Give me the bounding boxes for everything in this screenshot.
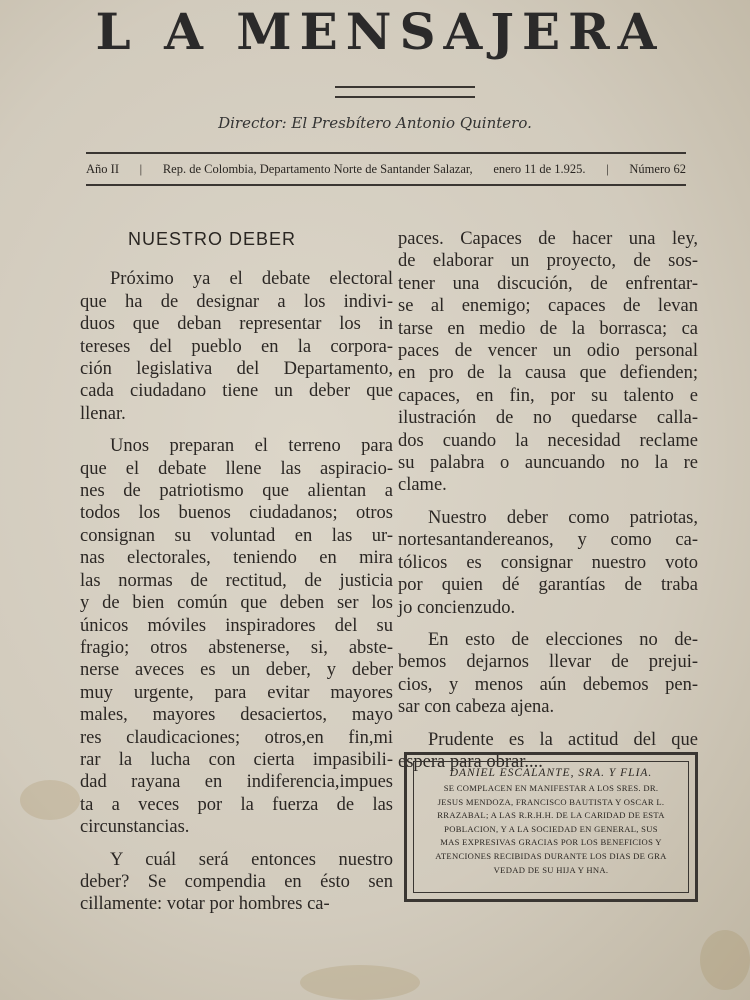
article-column-2 (398, 228, 698, 773)
paper-stain (700, 930, 750, 990)
article-line: cada ciudadano tiene un deber que (80, 381, 393, 402)
article-line: deber? Se compendia en ésto sen (80, 871, 393, 892)
issue-place: Rep. de Colombia, Departamento Norte de Santander Salazar, (162, 161, 473, 176)
newspaper-title: L A MENSAJERA (95, 2, 665, 61)
article-line: ta a veces por la fuerza de las (80, 794, 393, 815)
article-line: circunstancias. (80, 817, 190, 838)
article-line: clame. (398, 475, 447, 496)
issue-number: Número 62 (629, 161, 686, 176)
notice-title: DANIEL ESCALANTE, SRA. Y FLIA. (449, 767, 653, 779)
paragraph-gap (80, 839, 393, 849)
article-line: de elaborar un proyecto, de sos- (398, 251, 698, 272)
separator: | (606, 161, 609, 176)
article-line: tólicos es consignar nuestro voto (398, 552, 698, 573)
article-line: Y cuál será entonces nuestro (110, 849, 393, 870)
paragraph-gap (398, 719, 698, 729)
article-line: consignan su voluntad en las ur- (80, 525, 393, 546)
article-line: su palabra o auncuando no la re (398, 453, 698, 474)
issue-info-bar (86, 152, 686, 186)
title-ornament (335, 86, 475, 98)
article-line: todos los buenos ciudadanos; otros (80, 503, 393, 524)
paper-stain (20, 780, 80, 820)
article-line: ción legislativa del Departamento, (80, 359, 393, 380)
article-line: nortesantandereanos, y como ca- (398, 530, 698, 551)
article-line: sar con cabeza ajena. (398, 697, 555, 718)
article-line: nerse aveces es un deber, y deber (80, 660, 393, 681)
paragraph-gap (80, 425, 393, 435)
article-line: muy urgente, para evitar mayores (80, 682, 393, 703)
article-line: que ha de designar a los indivi- (80, 291, 393, 312)
paragraph-gap (398, 497, 698, 507)
article-line: En esto de elecciones no de- (428, 629, 698, 650)
article-line: jo concienzudo. (398, 597, 516, 618)
article-line: Próximo ya el debate electoral (110, 269, 393, 290)
article-line: capaces, en fin, por su talento e (398, 385, 698, 406)
article-line: paces de vencer un odio personal (398, 341, 698, 362)
article-line: dos cuando la necesidad reclame (398, 430, 698, 451)
article-line: Unos preparan el terreno para (110, 436, 393, 457)
article-heading: NUESTRO DEBER (128, 229, 297, 249)
article-line: rar la lucha con cierta impasibili- (80, 749, 393, 770)
article-line: únicos móviles inspiradores del su (80, 615, 393, 636)
article-line: res claudicaciones; otros,en fin,mi (80, 727, 393, 748)
article-line: ilustración de no quedarse calla- (398, 408, 698, 429)
article-line: males, mayores desaciertos, mayo (80, 705, 393, 726)
notice-body (420, 782, 682, 877)
notice-line: ATENCIONES RECIBIDAS DURANTE LOS DIAS DE GRA (435, 850, 667, 861)
article-line: duos que deban representar los in (80, 314, 393, 335)
article-line: espera para obrar.... (398, 751, 543, 772)
article-line: dad rayana en indiferencia,impues (80, 772, 393, 793)
article-line: fragio; otros abstenerse, si, abste- (80, 637, 393, 658)
article-line: bemos dejarnos llevar de prejui- (398, 652, 698, 673)
article-line: tereses del pueblo en la corpora- (80, 336, 393, 357)
article-line: llenar. (80, 403, 126, 424)
article-line: y de bien común que deben ser los (80, 593, 393, 614)
article-line: las normas de rectitud, de justicia (80, 570, 393, 591)
notice-line: MAS EXPRESIVAS GRACIAS POR LOS BENEFICIOS Y (440, 837, 662, 848)
article-line: cillamente: votar por hombres ca- (80, 894, 330, 915)
article-line: en pro de la causa que defienden; (398, 363, 698, 384)
article-line: cios, y menos aún debemos pen- (398, 674, 698, 695)
separator: | (139, 161, 143, 176)
paper-stain (300, 965, 420, 1000)
article-line: que el debate llene las aspiracio- (80, 458, 393, 479)
article-line: nas electorales, teniendo en mira (80, 548, 393, 569)
notice-line: JESUS MENDOZA, FRANCISCO BAUTISTA Y OSCAR L. (437, 796, 665, 807)
article-line: Prudente es la actitud del que (428, 729, 698, 750)
notice-line: RRAZABAL; A LAS R.R.H.H. DE LA CARIDAD DE ESTA (437, 810, 665, 821)
issue-year: Año II (86, 161, 119, 176)
article-line: nes de patriotismo que alientan a (80, 481, 393, 502)
article-line: Nuestro deber como patriotas, (428, 507, 698, 528)
thank-you-notice (404, 752, 698, 902)
notice-inner-frame (413, 761, 689, 893)
article-line: se al enemigo; capaces de levan (398, 296, 698, 317)
paragraph-gap (398, 619, 698, 629)
notice-line: VEDAD DE SU HIJA Y HNA. (493, 864, 609, 875)
article-line: tener una discución, de enfrentar- (398, 273, 698, 294)
article-column-1 (80, 228, 393, 916)
director-line: Director: El Presbítero Antonio Quintero. (218, 114, 532, 132)
article-line: paces. Capaces de hacer una ley, (398, 229, 698, 249)
notice-line: POBLACION, Y A LA SOCIEDAD EN GENERAL, SUS (444, 823, 658, 834)
notice-line: SE COMPLACEN EN MANIFESTAR A LOS SRES. DR. (443, 783, 659, 793)
article-line: por quien dé garantías de traba (398, 575, 698, 596)
article-line: tarse en medio de la borrasca; ca (398, 318, 698, 339)
issue-date: enero 11 de 1.925. (493, 161, 586, 176)
